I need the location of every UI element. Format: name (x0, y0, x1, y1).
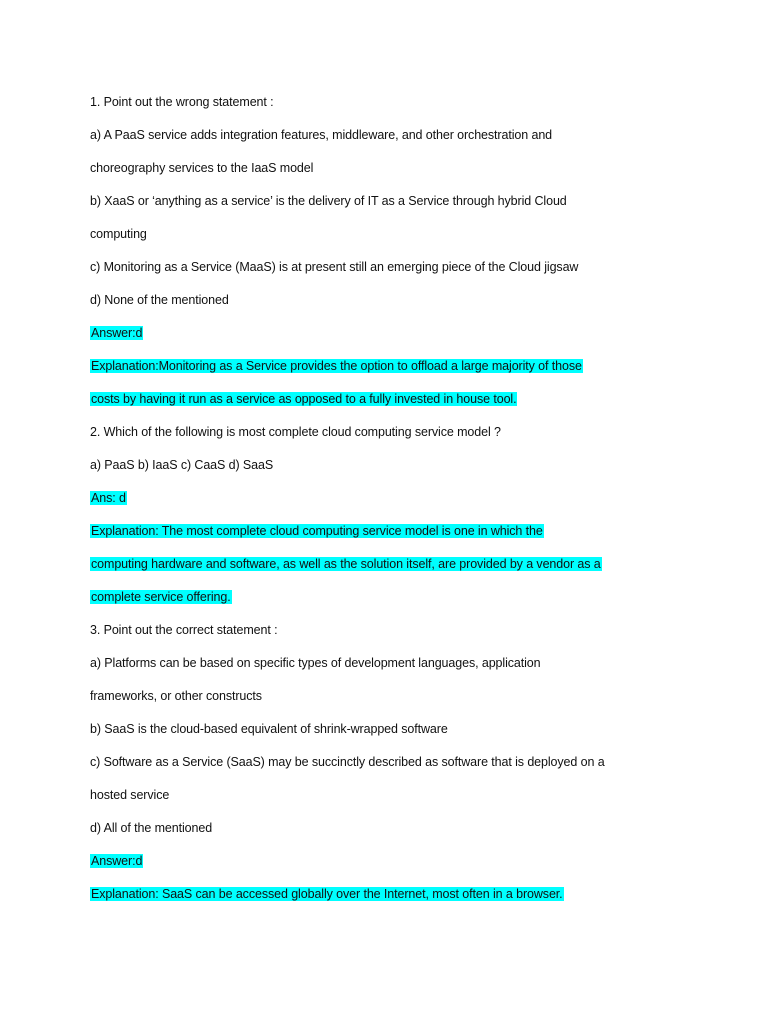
q3-option-a-cont (90, 687, 262, 705)
q1-answer (90, 324, 143, 342)
q1-option-b-text: b) XaaS or ‘anything as a service’ is the delivery of IT as a Service through hybrid Cloud (90, 194, 567, 208)
q1-option-b-cont (90, 225, 147, 243)
q1-option-a (90, 126, 552, 144)
q2-answer-highlight: Ans: d (91, 491, 126, 505)
q3-question (90, 621, 277, 639)
q2-explanation-cont (90, 555, 602, 573)
q3-answer (90, 852, 143, 870)
q1-explanation (90, 357, 583, 375)
q2-options-text: a) PaaS b) IaaS c) CaaS d) SaaS (90, 458, 274, 472)
q3-option-c-cont (90, 786, 169, 804)
q2-options (90, 456, 273, 474)
q1-option-d-text: d) None of the mentioned (90, 293, 229, 307)
q1-explanation-cont (90, 390, 517, 408)
q3-option-d (90, 819, 212, 837)
q3-option-c (90, 753, 605, 771)
q1-option-b-cont-text: computing (90, 227, 147, 241)
q2-explanation-cont-highlight: computing hardware and software, as well as the solution itself, are provided by a vendor as a (91, 557, 601, 571)
q3-option-c-cont-text: hosted service (90, 788, 170, 802)
q2-question (90, 423, 501, 441)
q3-option-a (90, 654, 541, 672)
q1-option-a-text: a) A PaaS service adds integration features, middleware, and other orchestration and (90, 128, 553, 142)
q1-option-d (90, 291, 229, 309)
q2-explanation-end (90, 588, 232, 606)
q2-explanation (90, 522, 544, 540)
q3-answer-highlight: Answer:d (91, 854, 143, 868)
q1-question (90, 93, 274, 111)
q3-option-a-text: a) Platforms can be based on specific types of development languages, application (90, 656, 541, 670)
q1-option-a-cont (90, 159, 313, 177)
q2-answer (90, 489, 127, 507)
q1-option-c-text: c) Monitoring as a Service (MaaS) is at present still an emerging piece of the Cloud jigsaw (90, 260, 579, 274)
q3-question-text: 3. Point out the correct statement : (90, 623, 278, 637)
q1-option-c (90, 258, 578, 276)
q1-explanation-highlight: Explanation:Monitoring as a Service provides the option to offload a large majority of those (91, 359, 582, 373)
q1-option-a-cont-text: choreography services to the IaaS model (90, 161, 314, 175)
q3-option-c-text: c) Software as a Service (SaaS) may be succinctly described as software that is deployed on a (90, 755, 605, 769)
q1-question-text: 1. Point out the wrong statement : (90, 95, 274, 109)
q1-option-b (90, 192, 567, 210)
q3-option-a-cont-text: frameworks, or other constructs (90, 689, 262, 703)
q1-answer-highlight: Answer:d (91, 326, 143, 340)
q2-question-text: 2. Which of the following is most complete cloud computing service model ? (90, 425, 501, 439)
q3-option-b-text: b) SaaS is the cloud-based equivalent of shrink-wrapped software (90, 722, 448, 736)
q2-explanation-highlight: Explanation: The most complete cloud computing service model is one in which the (91, 524, 543, 538)
q3-explanation-highlight: Explanation: SaaS can be accessed globally over the Internet, most often in a browser. (91, 887, 563, 901)
q3-option-b (90, 720, 448, 738)
q3-explanation (90, 885, 564, 903)
q2-explanation-end-highlight: complete service offering. (91, 590, 231, 604)
q3-option-d-text: d) All of the mentioned (90, 821, 213, 835)
q1-explanation-cont-highlight: costs by having it run as a service as opposed to a fully invested in house tool. (91, 392, 517, 406)
